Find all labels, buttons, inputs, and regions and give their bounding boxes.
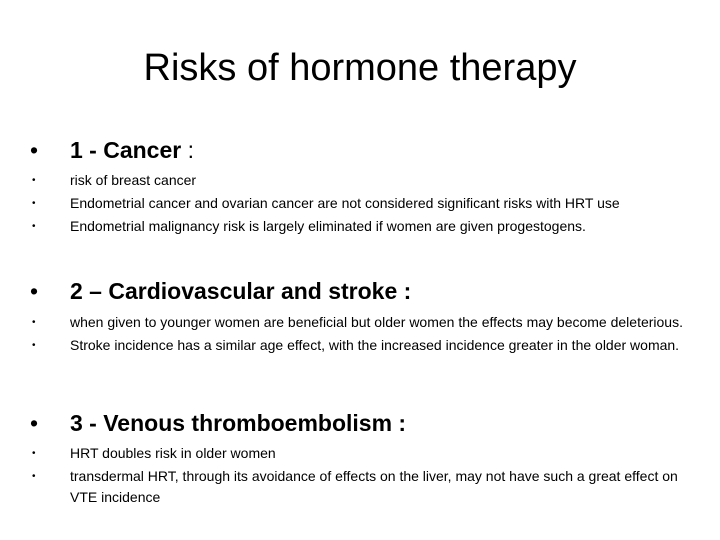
list-item-text: Endometrial cancer and ovarian cancer are not considered significant risks with HRT use (70, 195, 620, 211)
bullet-icon: • (32, 198, 36, 209)
sub-bullet-list (30, 312, 700, 356)
bullet-icon: • (32, 317, 36, 328)
section-heading (30, 135, 700, 165)
sub-bullet-list (30, 443, 700, 508)
heading-text: 3 - Venous thromboembolism : (70, 410, 407, 436)
list-item (30, 466, 700, 508)
list-item-text: transdermal HRT, through its avoidance of effects on the liver, may not have such a great effect on VTE incidence (70, 468, 678, 505)
section-cardiovascular (30, 276, 700, 356)
bullet-icon: • (32, 471, 36, 482)
bullet-icon: • (30, 278, 39, 304)
list-item-text: HRT doubles risk in older women (70, 445, 276, 461)
heading-text: 1 - Cancer (70, 137, 182, 163)
section-cancer (30, 135, 700, 237)
list-item-text: when given to younger women are beneficial but older women the effects may become deleterious. (70, 314, 683, 330)
list-item (30, 216, 700, 237)
list-item (30, 170, 700, 191)
bullet-icon: • (32, 175, 36, 186)
bullet-icon: • (32, 340, 36, 351)
list-item-text: risk of breast cancer (70, 172, 197, 188)
heading-colon: : (181, 137, 194, 163)
bullet-icon: • (30, 137, 39, 163)
list-item (30, 312, 700, 333)
list-item-text: Endometrial malignancy risk is largely eliminated if women are given progestogens. (70, 218, 586, 234)
slide-title: Risks of hormone therapy (143, 47, 577, 89)
list-item-text: Stroke incidence has a similar age effect, with the increased incidence greater in the older woman. (70, 337, 680, 353)
list-item (30, 193, 700, 214)
list-item (30, 335, 700, 356)
list-item (30, 443, 700, 464)
bullet-icon: • (32, 448, 36, 459)
bullet-icon: • (30, 410, 39, 436)
section-heading (30, 408, 700, 438)
section-venous-thromboembolism (30, 408, 700, 508)
bullet-icon: • (32, 221, 36, 232)
heading-text: 2 – Cardiovascular and stroke : (70, 278, 412, 304)
sub-bullet-list (30, 170, 700, 237)
section-heading (30, 276, 700, 306)
